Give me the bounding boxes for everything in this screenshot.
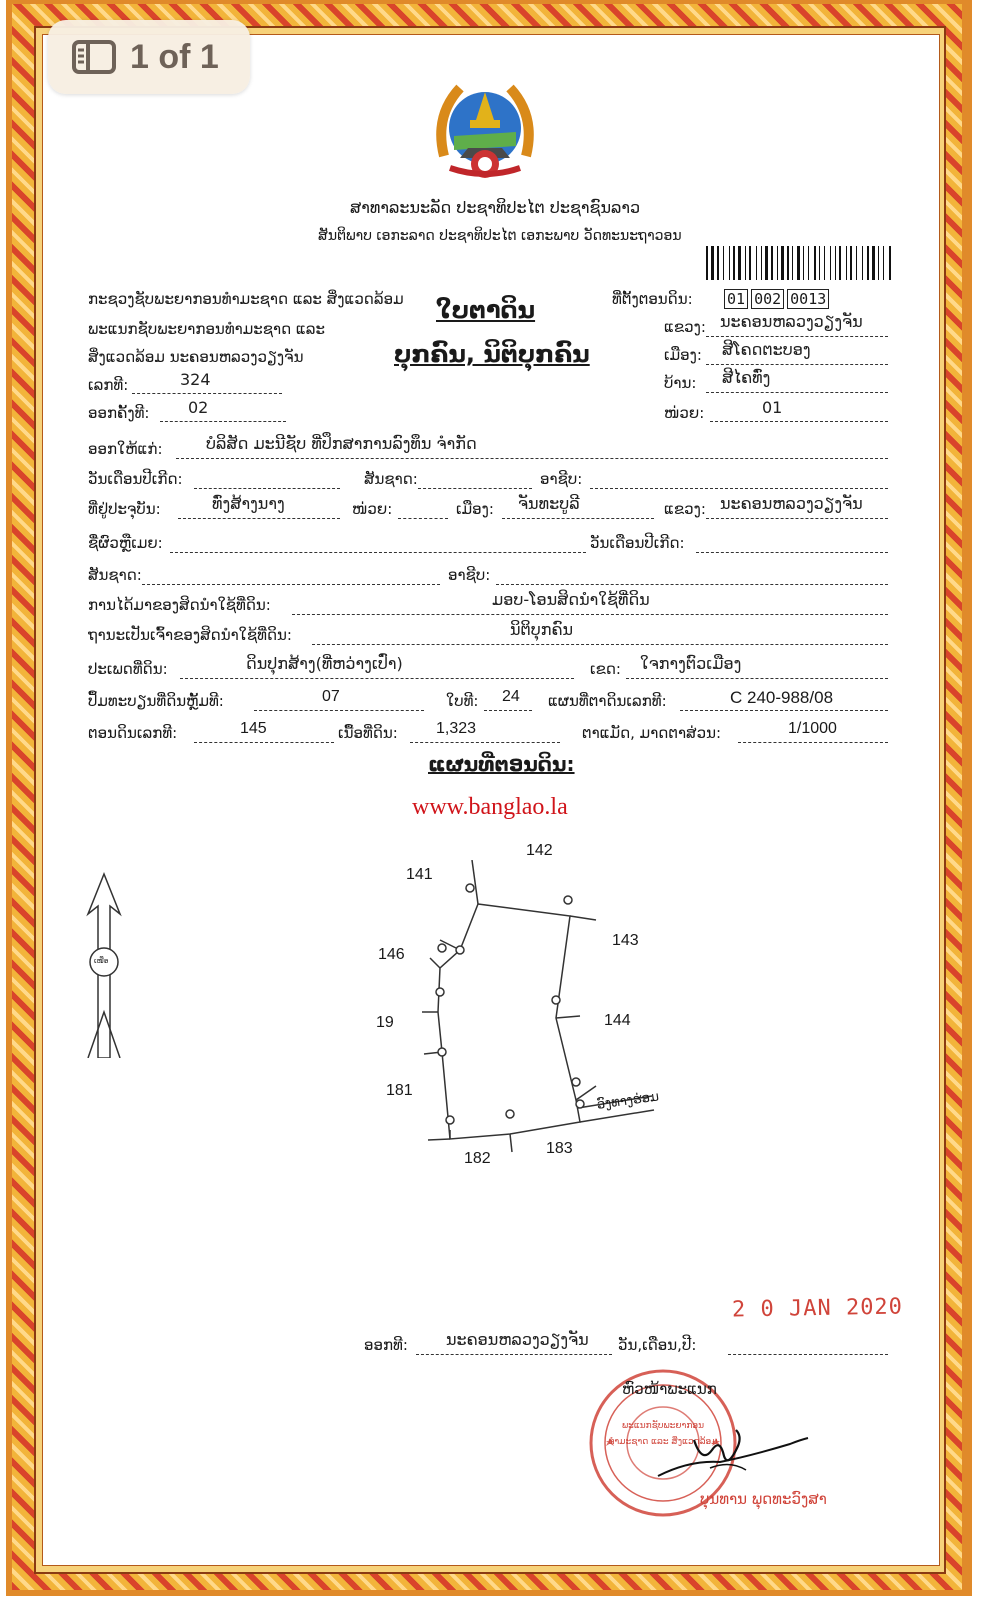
plot-code-part: 01 — [724, 289, 748, 309]
address-unit-line — [398, 518, 448, 519]
barcode-bar — [792, 246, 793, 280]
land-type-line — [180, 678, 574, 679]
boundary-marker — [436, 988, 444, 996]
area-label: ເນື້ອທີ່ດິນ: — [338, 724, 398, 742]
barcode-bar — [862, 246, 863, 280]
barcode-bar — [777, 246, 778, 280]
barcode — [706, 246, 896, 280]
barcode-bar — [745, 246, 746, 280]
page-label: ໃບທີ: — [446, 692, 479, 710]
land-type-label: ປະເພດທີ່ດິນ: — [88, 660, 168, 678]
village-line — [706, 392, 888, 393]
barcode-bar — [711, 246, 714, 280]
area-line — [410, 742, 560, 743]
boundary-marker — [552, 996, 560, 1004]
neighbor-183: 183 — [546, 1140, 573, 1157]
owner-status-line — [312, 644, 888, 645]
plot-code-part: 0013 — [787, 289, 829, 309]
map-sheet-line — [680, 710, 888, 711]
village-value: ສີໄຄທົ່ງ — [722, 368, 771, 387]
neighbor-142: 142 — [526, 842, 553, 859]
address-province-label: ແຂວງ: — [664, 500, 706, 518]
plot-number-line — [194, 742, 334, 743]
barcode-bar — [814, 246, 816, 280]
barcode-bar — [733, 246, 735, 280]
province-value: ນະຄອນຫລວງວຽງຈັນ — [720, 312, 863, 331]
issued-to-value: ບໍລິສັດ ມະນີຊັບ ທີ່ປຶກສາການລົງທຶນ ຈຳກັດ — [206, 434, 477, 453]
occupation-label: ອາຊີບ: — [540, 470, 583, 488]
boundary-marker — [466, 884, 474, 892]
department-name-line1: ພະແນກຊັບພະຍາກອນທຳມະຊາດ ແລະ — [88, 320, 325, 338]
parcel-boundary — [438, 904, 580, 1139]
barcode-bar — [824, 246, 825, 280]
unit-scale-label: ຕາແມັດ, ມາດຕາສ່ວນ: — [582, 724, 721, 742]
neighbor-144: 144 — [604, 1012, 631, 1029]
address-province-line — [706, 518, 888, 519]
plot-location-label: ທີ່ຕັ້ງຕອນດິນ: — [612, 290, 693, 308]
address-province-value: ນະຄອນຫລວງວຽງຈັນ — [720, 494, 863, 513]
register-book-value: 07 — [322, 688, 340, 705]
ministry-name: ກະຊວງຊັບພະຍາກອນທຳມະຊາດ ແລະ ສິ່ງແວດລ້ອມ — [88, 290, 404, 308]
barcode-bar — [749, 246, 751, 280]
zone-line — [626, 678, 888, 679]
document-title: ໃບຕາດິນ — [436, 296, 536, 324]
map-sheet-value: C 240-988/08 — [730, 688, 834, 707]
address-district-line — [502, 518, 654, 519]
date-stamp: 2 0 JAN 2020 — [731, 1294, 904, 1323]
barcode-bar — [761, 246, 762, 280]
occupation-line — [590, 488, 888, 489]
country-name: ສາທາລະນະລັດ ປະຊາທິປະໄຕ ປະຊາຊົນລາວ — [350, 198, 641, 217]
national-motto: ສັນຕິພາບ ເອກະລາດ ປະຊາທິປະໄຕ ເອກະພາບ ວັດທະນະຖາວອນ — [318, 228, 682, 244]
zone-label: ເຂດ: — [590, 660, 621, 678]
barcode-bar — [771, 246, 773, 280]
boundary-marker — [506, 1110, 514, 1118]
boundary-marker — [564, 896, 572, 904]
dob-label: ວັນເດືອນປີເກີດ: — [88, 470, 183, 488]
district-line — [706, 364, 888, 365]
unit-value: 01 — [762, 398, 783, 417]
page-count-badge[interactable] — [48, 20, 250, 94]
boundary-marker — [572, 1078, 580, 1086]
plot-code-part: 002 — [751, 289, 784, 309]
barcode-bar — [883, 246, 884, 280]
boundary-marker — [438, 944, 446, 952]
scale-line — [738, 742, 888, 743]
spouse-dob-line — [696, 552, 888, 553]
neighbor-146: 146 — [378, 946, 405, 963]
acquisition-line — [292, 614, 888, 615]
issued-at-label: ອອກທີ: — [364, 1336, 408, 1354]
spouse-nationality-line — [142, 584, 440, 585]
certificate-number-value: 324 — [180, 370, 211, 389]
barcode-bar — [803, 246, 804, 280]
province-label: ແຂວງ: — [664, 318, 706, 336]
area-value: 1,323 — [436, 720, 477, 737]
neighbor-141: 141 — [406, 866, 433, 883]
north-arrow-icon — [84, 872, 124, 1058]
spouse-nationality-label: ສັນຊາດ: — [88, 566, 142, 584]
director-title: ຫົວໜ້າພະແນກ — [622, 1380, 717, 1398]
sidebar-panel-icon — [72, 40, 116, 74]
acquisition-label: ການໄດ້ມາຂອງສິດນຳໃຊ້ທີ່ດິນ: — [88, 596, 271, 614]
plot-code — [724, 289, 832, 309]
barcode-bar — [738, 246, 741, 280]
issued-to-label: ອອກໃຫ້ແກ່: — [88, 440, 163, 458]
barcode-bar — [706, 246, 708, 280]
page-value: 24 — [502, 688, 520, 705]
spouse-line — [170, 552, 586, 553]
spouse-dob-label: ວັນເດືອນປີເກີດ: — [590, 534, 685, 552]
barcode-bar — [830, 246, 831, 280]
barcode-bar — [781, 246, 784, 280]
page-count-label: 1 of 1 — [130, 37, 219, 76]
issue-count-line — [160, 421, 286, 422]
certificate-number-line — [132, 393, 282, 394]
barcode-bar — [723, 246, 724, 280]
issued-at-line — [416, 1354, 612, 1355]
spouse-occupation-label: ອາຊີບ: — [448, 566, 491, 584]
barcode-bar — [878, 246, 879, 280]
lao-national-emblem — [430, 76, 540, 182]
address-village-value: ທົ່ງສ້າງນາງ — [212, 494, 285, 513]
road-label: ວົງທາງຮ່ອມ — [596, 1089, 661, 1113]
signatory-name: ບຸນທານ ພຸດທະວົງສາ — [700, 1490, 827, 1508]
district-label: ເມືອງ: — [664, 346, 702, 364]
address-village-line — [178, 518, 340, 519]
address-district-label: ເມືອງ: — [456, 500, 494, 518]
boundary-marker — [456, 946, 464, 954]
issued-at-value: ນະຄອນຫລວງວຽງຈັນ — [446, 1330, 589, 1349]
barcode-bar — [889, 246, 891, 280]
boundary-marker — [438, 1048, 446, 1056]
register-book-label: ປຶ້ມທະບຽນທີ່ດິນຫຼັ້ມທີ: — [88, 692, 224, 710]
scale-value: 1/1000 — [788, 720, 837, 737]
neighbor-181: 181 — [386, 1082, 413, 1099]
land-type-value: ດິນປຸກສ້າງ(ທີ່ຫວ່າງເປົ່າ) — [246, 654, 403, 673]
nationality-line — [418, 488, 532, 489]
barcode-bar — [765, 246, 768, 280]
map-heading: ແຜນທີ່ຕອນດິນ: — [428, 752, 575, 776]
document-subtitle: ບຸກຄົນ, ນິຕິບຸກຄົນ — [394, 340, 590, 368]
barcode-bar — [787, 246, 789, 280]
barcode-bar — [846, 246, 847, 280]
nationality-label: ສັນຊາດ: — [364, 470, 418, 488]
barcode-bar — [867, 246, 869, 280]
barcode-bar — [797, 246, 800, 280]
plot-number-value: 145 — [240, 720, 267, 737]
north-label: ເໜືອ — [94, 957, 109, 965]
barcode-bar — [839, 246, 841, 280]
date-line — [728, 1354, 888, 1355]
unit-label: ໜ່ວຍ: — [664, 404, 705, 422]
plot-number-label: ຕອນດິນເລກທີ: — [88, 724, 178, 742]
village-label: ບ້ານ: — [664, 374, 697, 392]
acquisition-value: ມອບ-ໂອນສິດນຳໃຊ້ທີ່ດິນ — [492, 590, 650, 609]
barcode-bar — [808, 246, 809, 280]
district-value: ສີໂຄດຕະບອງ — [722, 340, 811, 359]
address-label: ທີ່ຢູ່ປະຈຸບັນ: — [88, 500, 161, 518]
page-line — [484, 710, 532, 711]
barcode-bar — [717, 246, 719, 280]
zone-value: ໃຈກາງຕົວເມືອງ — [640, 654, 742, 673]
barcode-bar — [872, 246, 875, 280]
address-unit-label: ໜ່ວຍ: — [352, 500, 393, 518]
watermark-url: www.banglao.la — [412, 794, 568, 820]
map-sheet-label: ແຜນທີ່ຕາດິນເລກທີ: — [548, 692, 667, 710]
unit-line — [710, 421, 888, 422]
owner-status-label: ຖານະເປັນເຈົ້າຂອງສິດນຳໃຊ້ທີ່ດິນ: — [88, 626, 292, 644]
boundary-marker — [446, 1116, 454, 1124]
barcode-bar — [856, 246, 857, 280]
certificate-number-label: ເລກທີ: — [88, 376, 129, 394]
dob-line — [194, 488, 340, 489]
spouse-occupation-line — [496, 584, 888, 585]
barcode-bar — [850, 246, 852, 280]
barcode-bar — [835, 246, 836, 280]
neighbor-182: 182 — [464, 1150, 491, 1167]
barcode-bar — [756, 246, 757, 280]
barcode-bar — [729, 246, 730, 280]
neighbor-19: 19 — [376, 1014, 394, 1031]
date-label: ວັນ,ເດືອນ,ປີ: — [618, 1336, 697, 1354]
issued-to-line — [176, 458, 888, 459]
owner-status-value: ນິຕິບຸກຄົນ — [510, 620, 574, 639]
neighbor-143: 143 — [612, 932, 639, 949]
director-signature — [650, 1420, 820, 1490]
register-book-line — [254, 710, 424, 711]
department-name-line2: ສິ່ງແວດລ້ອມ ນະຄອນຫລວງວຽງຈັນ — [88, 348, 304, 366]
issue-count-label: ອອກຄັ້ງທີ: — [88, 404, 150, 422]
parcel-map — [400, 860, 680, 1160]
address-district-value: ຈັນທະບູລີ — [518, 494, 580, 513]
seal-text: ພະແນກຊັບພະຍາກອນທຳມະຊາດ ແລະ ສິ່ງແວດລ້ອມ — [608, 1421, 718, 1447]
boundary-marker — [576, 1100, 584, 1108]
province-line — [706, 336, 888, 337]
issue-count-value: 02 — [188, 398, 209, 417]
spouse-label: ຊື່ຜົວຫຼືເມຍ: — [88, 534, 163, 552]
barcode-bar — [819, 246, 820, 280]
